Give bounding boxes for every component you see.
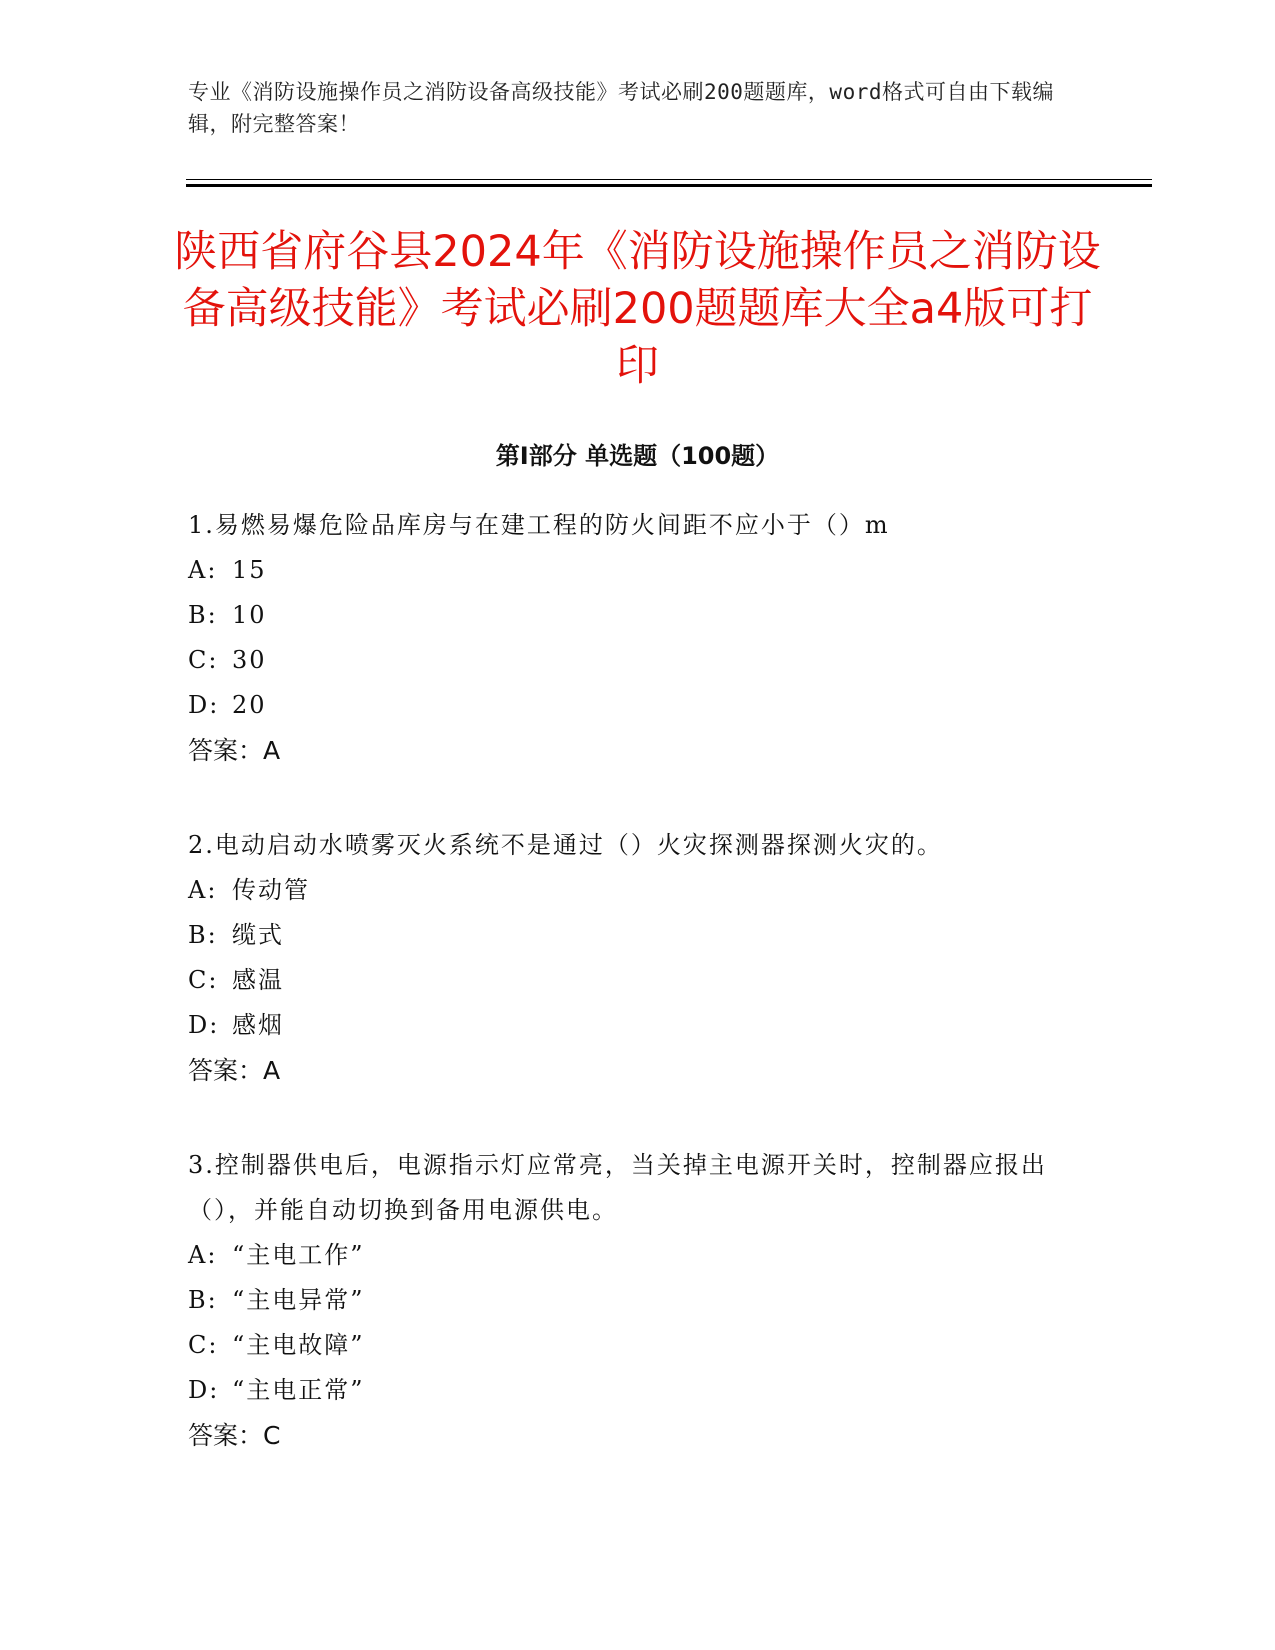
option-letter: D: [188, 691, 220, 719]
option-a [188, 868, 1068, 913]
option-text: “主电异常” [232, 1286, 365, 1314]
question-stem: 1.易燃易爆危险品库房与在建工程的防火间距不应小于（）m [188, 511, 890, 539]
option-text: “主电工作” [232, 1241, 365, 1269]
question-2 [188, 823, 1068, 1093]
question-stem: 2.电动启动水喷雾灭火系统不是通过（）火灾探测器探测火灾的。 [188, 831, 943, 859]
header-divider-thin [186, 179, 1152, 180]
option-letter: A: [188, 1241, 218, 1269]
option-text: 感温 [232, 966, 284, 994]
option-letter: A: [188, 876, 218, 904]
option-c [188, 958, 1068, 1003]
option-d [188, 683, 1068, 728]
option-b [188, 1278, 1068, 1323]
option-text: 传动管 [232, 876, 310, 904]
option-letter: A: [188, 556, 218, 584]
option-text: 10 [232, 601, 267, 629]
question-3 [188, 1143, 1068, 1458]
option-letter: D: [188, 1376, 220, 1404]
option-a [188, 1233, 1068, 1278]
option-d [188, 1003, 1068, 1048]
option-text: “主电正常” [232, 1376, 365, 1404]
option-b [188, 913, 1068, 958]
option-b [188, 593, 1068, 638]
option-text: “主电故障” [232, 1331, 365, 1359]
header-note: 专业《消防设施操作员之消防设备高级技能》考试必刷200题题库，word格式可自由下载编辑，附完整答案！ [188, 80, 1054, 136]
option-letter: C: [188, 646, 219, 674]
option-c [188, 638, 1068, 683]
option-letter: B: [188, 1286, 218, 1314]
option-letter: D: [188, 1011, 220, 1039]
question-1 [188, 503, 1068, 773]
answer: 答案：C [188, 1421, 281, 1450]
option-text: 15 [232, 556, 267, 584]
answer: 答案：A [188, 1056, 281, 1085]
option-text: 缆式 [232, 921, 284, 949]
option-text: 20 [232, 691, 267, 719]
header-divider-thick [186, 184, 1152, 187]
option-d [188, 1368, 1068, 1413]
section-heading: 第I部分 单选题（100题） [495, 442, 780, 470]
option-text: 感烟 [232, 1011, 284, 1039]
document-title: 陕西省府谷县2024年《消防设施操作员之消防设备高级技能》考试必刷200题题库大全a4版可打印 [174, 227, 1101, 391]
option-letter: B: [188, 921, 218, 949]
option-letter: C: [188, 966, 219, 994]
option-a [188, 548, 1068, 593]
option-text: 30 [232, 646, 267, 674]
answer: 答案：A [188, 736, 281, 765]
option-letter: B: [188, 601, 218, 629]
option-c [188, 1323, 1068, 1368]
question-stem: 3.控制器供电后，电源指示灯应常亮，当关掉主电源开关时，控制器应报出（），并能自动切换到备用电源供电。 [188, 1151, 1047, 1224]
option-letter: C: [188, 1331, 219, 1359]
